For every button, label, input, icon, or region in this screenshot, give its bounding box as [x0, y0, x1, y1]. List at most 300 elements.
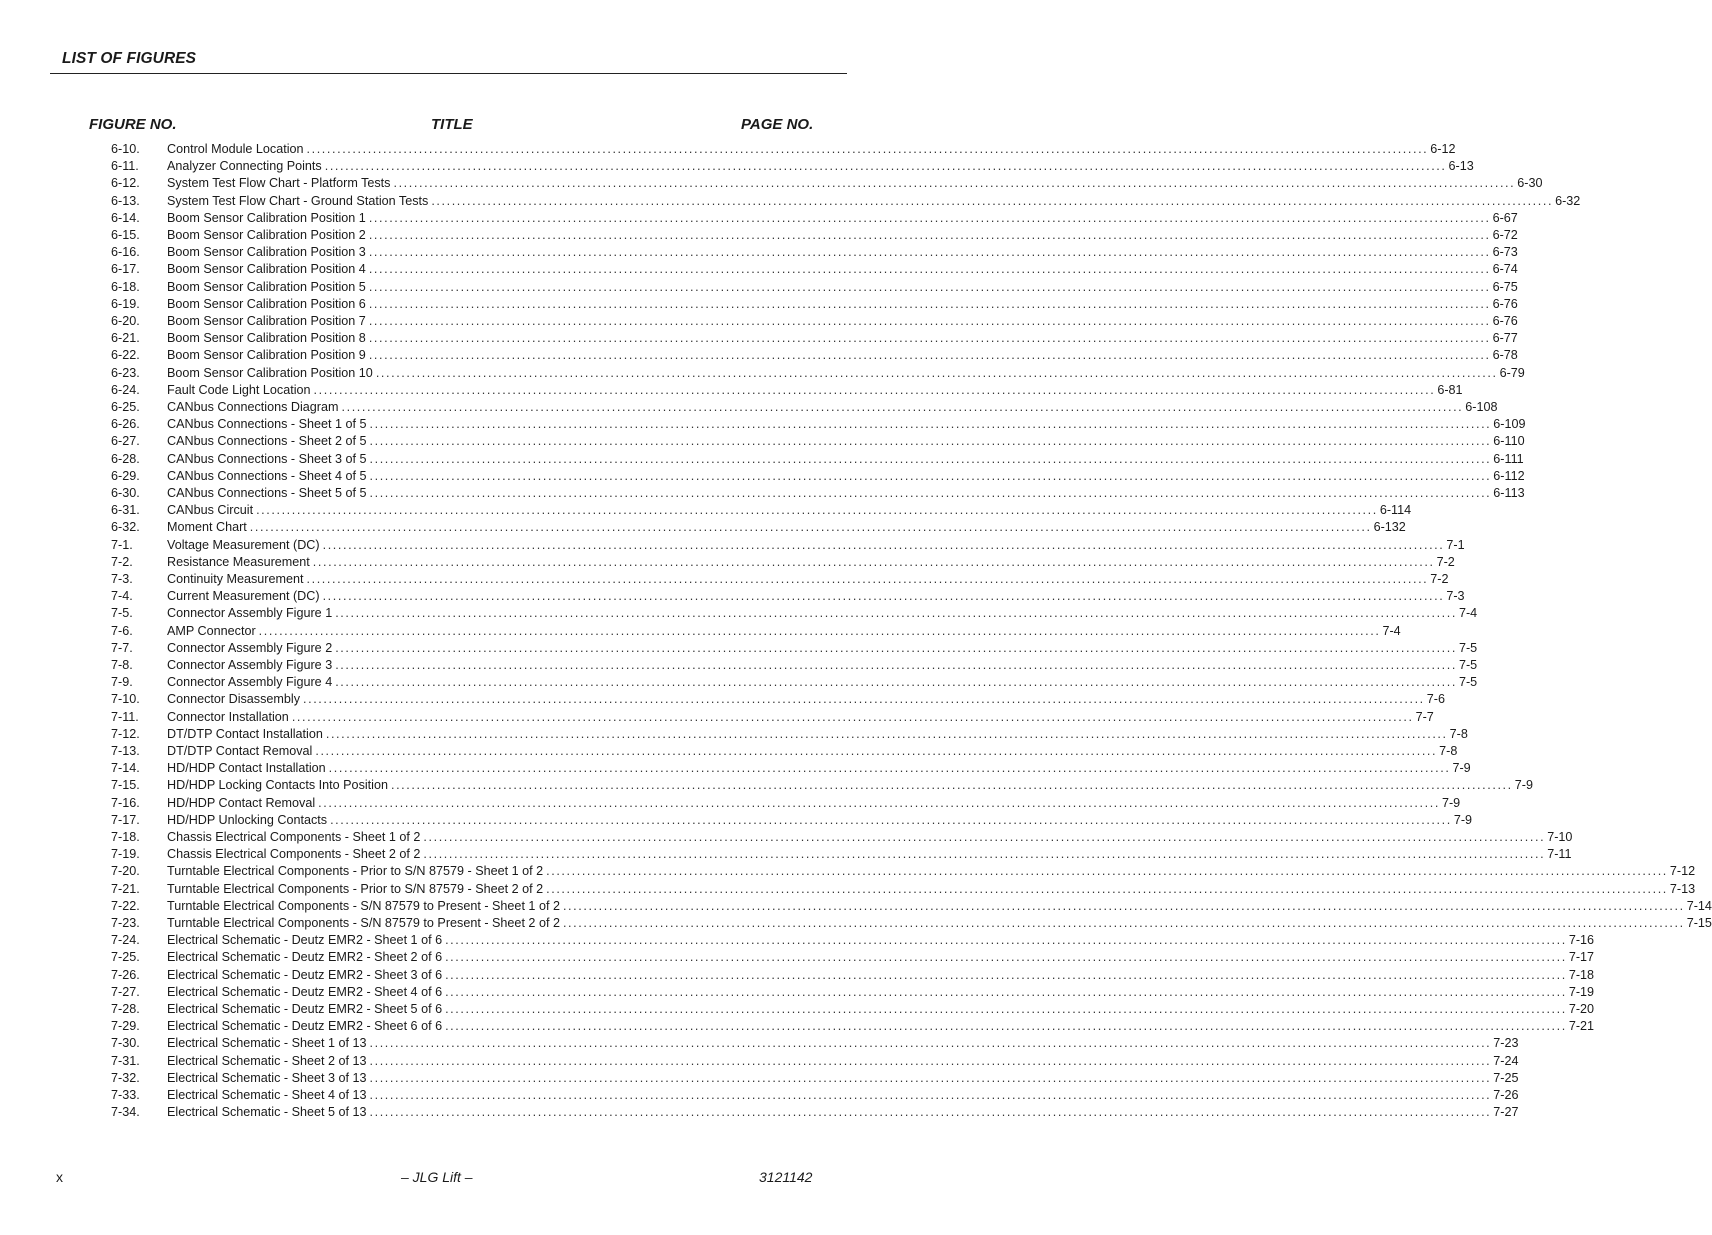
- figure-number: 6-26.: [111, 417, 140, 432]
- list-item[interactable]: [0, 502, 1412, 519]
- figure-entry: [167, 416, 1526, 433]
- dot-leader: ............................................................................................................................................................................................................................: [445, 950, 1567, 965]
- figure-title: CANbus Connections Diagram: [167, 400, 339, 414]
- figure-number: 6-24.: [111, 382, 140, 397]
- figure-page: 6-67: [1492, 210, 1518, 225]
- figure-title: Connector Assembly Figure 4: [167, 675, 333, 690]
- figure-page: 7-6: [1426, 692, 1445, 707]
- list-item[interactable]: [0, 468, 1525, 485]
- figure-number: 7-10.: [111, 692, 140, 707]
- list-item[interactable]: [0, 519, 1406, 536]
- figure-page: 6-111: [1493, 451, 1524, 466]
- dot-leader: ............................................................................................................................................................................................................................: [330, 812, 1452, 827]
- column-header-page-no: PAGE NO.: [741, 116, 814, 133]
- figure-number: 7-21.: [111, 881, 140, 896]
- list-item[interactable]: [0, 210, 1518, 227]
- list-item[interactable]: [0, 812, 1473, 829]
- figure-entry: [167, 691, 1445, 708]
- figure-number: 7-18.: [111, 830, 140, 844]
- dot-leader: ............................................................................................................................................................................................................................: [313, 382, 1436, 397]
- figure-title: Chassis Electrical Components - Sheet 2 of 2: [167, 847, 421, 862]
- list-item[interactable]: [0, 433, 1525, 450]
- list-item[interactable]: [0, 296, 1518, 313]
- footer-doc-number: 3121142: [759, 1169, 813, 1185]
- figure-entry: [167, 485, 1525, 502]
- figure-number: 7-27.: [111, 984, 140, 999]
- figure-number: 7-29.: [111, 1019, 140, 1034]
- figure-entry: [167, 399, 1498, 416]
- figure-entry: [167, 502, 1412, 519]
- figure-title: Electrical Schematic - Deutz EMR2 - Sheet 4 of 6: [167, 984, 443, 999]
- dot-leader: ............................................................................................................................................................................................................................: [369, 1105, 1492, 1120]
- list-item[interactable]: [0, 537, 1465, 554]
- footer-brand: – JLG Lift –: [401, 1169, 473, 1185]
- list-item[interactable]: [0, 1087, 1519, 1104]
- figure-number: 6-32.: [111, 520, 140, 535]
- dot-leader: ............................................................................................................................................................................................................................: [369, 434, 1492, 449]
- dot-leader: ............................................................................................................................................................................................................................: [325, 726, 1448, 741]
- figure-page: 6-13: [1448, 159, 1474, 174]
- figure-title: Chassis Electrical Components - Sheet 1 of 2: [167, 830, 421, 844]
- figure-entry: [167, 330, 1518, 347]
- figure-title: Turntable Electrical Components - Prior to S/N 87579 - Sheet 2 of 2: [167, 881, 544, 896]
- figure-entry: [167, 967, 1595, 984]
- list-item[interactable]: [0, 967, 1595, 984]
- list-item[interactable]: [0, 863, 1696, 880]
- list-item[interactable]: [0, 279, 1518, 296]
- figure-page: 6-76: [1492, 314, 1518, 328]
- figure-title: HD/HDP Locking Contacts Into Position: [167, 778, 388, 793]
- dot-leader: ............................................................................................................................................................................................................................: [335, 606, 1457, 621]
- dot-leader: ............................................................................................................................................................................................................................: [368, 279, 1491, 294]
- figure-number: 6-19.: [111, 296, 140, 311]
- list-item[interactable]: [0, 760, 1471, 777]
- footer-page-number: x: [56, 1169, 63, 1185]
- list-item[interactable]: [0, 1001, 1595, 1018]
- dot-leader: ............................................................................................................................................................................................................................: [318, 795, 1440, 810]
- figure-page: 7-5: [1458, 675, 1478, 690]
- figure-entry: [167, 846, 1572, 863]
- figure-title: Electrical Schematic - Deutz EMR2 - Sheet 5 of 6: [167, 1002, 443, 1016]
- list-item[interactable]: [0, 261, 1518, 278]
- figure-number: 6-13.: [111, 193, 140, 208]
- list-item[interactable]: [0, 554, 1455, 571]
- figure-entry: [167, 623, 1401, 640]
- figure-title: Electrical Schematic - Sheet 3 of 13: [167, 1070, 367, 1085]
- figure-page: 7-26: [1493, 1088, 1519, 1102]
- list-item[interactable]: [0, 623, 1401, 640]
- figure-number: 7-19.: [111, 847, 140, 862]
- figure-title: DT/DTP Contact Installation: [167, 726, 323, 741]
- figure-title: Boom Sensor Calibration Position 2: [167, 228, 366, 242]
- figure-title: Boom Sensor Calibration Position 5: [167, 279, 366, 294]
- dot-leader: ............................................................................................................................................................................................................................: [303, 692, 1425, 707]
- list-item[interactable]: [0, 709, 1434, 726]
- figure-page: 7-9: [1441, 795, 1461, 810]
- figure-entry: [167, 605, 1478, 622]
- figure-entry: [167, 812, 1473, 829]
- dot-leader: ............................................................................................................................................................................................................................: [562, 898, 1685, 913]
- figure-number: 7-6.: [111, 623, 133, 638]
- list-item[interactable]: [0, 1018, 1595, 1035]
- figure-title: CANbus Connections - Sheet 1 of 5: [167, 417, 367, 432]
- figure-title: Fault Code Light Location: [167, 382, 311, 397]
- figure-title: Electrical Schematic - Deutz EMR2 - Sheet 1 of 6: [167, 933, 443, 948]
- figure-number: 7-3.: [111, 572, 133, 586]
- figure-page: 7-5: [1458, 640, 1478, 655]
- list-item[interactable]: [0, 485, 1525, 502]
- dot-leader: ............................................................................................................................................................................................................................: [335, 658, 1457, 672]
- figure-number: 7-31.: [111, 1053, 140, 1068]
- figure-entry: [167, 657, 1478, 674]
- dot-leader: ............................................................................................................................................................................................................................: [368, 262, 1491, 277]
- figure-page: 6-81: [1437, 382, 1463, 397]
- list-item[interactable]: [0, 829, 1573, 846]
- list-item[interactable]: [0, 640, 1478, 657]
- figure-title: CANbus Connections - Sheet 5 of 5: [167, 486, 367, 500]
- dot-leader: ............................................................................................................................................................................................................................: [306, 572, 1429, 586]
- figure-entry: [167, 881, 1696, 898]
- figure-number: 7-23.: [111, 916, 140, 930]
- list-item[interactable]: [0, 571, 1449, 588]
- figure-title: Boom Sensor Calibration Position 6: [167, 296, 366, 311]
- figure-entry: [167, 795, 1461, 812]
- figure-title: Continuity Measurement: [167, 572, 304, 586]
- dot-leader: ............................................................................................................................................................................................................................: [306, 142, 1429, 156]
- header-divider: [50, 73, 847, 74]
- figure-entry: [167, 227, 1518, 244]
- figure-number: 7-4.: [111, 589, 133, 604]
- list-item[interactable]: [0, 1104, 1519, 1121]
- dot-leader: ............................................................................................................................................................................................................................: [258, 623, 1381, 638]
- figure-number: 6-28.: [111, 451, 140, 466]
- figure-entry: [167, 760, 1471, 777]
- figure-number: 7-1.: [111, 537, 133, 552]
- figure-page: 7-2: [1436, 554, 1455, 569]
- figure-title: HD/HDP Contact Removal: [167, 795, 316, 810]
- figure-entry: [167, 984, 1595, 1001]
- list-item[interactable]: [0, 674, 1478, 691]
- list-item[interactable]: [0, 691, 1445, 708]
- figure-number: 7-16.: [111, 795, 140, 810]
- list-item[interactable]: [0, 846, 1572, 863]
- figure-number: 6-30.: [111, 486, 140, 500]
- figure-title: Boom Sensor Calibration Position 7: [167, 314, 366, 328]
- dot-leader: ............................................................................................................................................................................................................................: [369, 417, 1492, 432]
- figure-page: 6-12: [1430, 142, 1456, 156]
- dot-leader: ............................................................................................................................................................................................................................: [562, 916, 1685, 930]
- figure-entry: [167, 1001, 1595, 1018]
- figure-entry: [167, 1070, 1519, 1087]
- list-item[interactable]: [0, 657, 1478, 674]
- figure-entry: [167, 898, 1712, 915]
- figure-entry: [167, 451, 1524, 468]
- figure-entry: [167, 571, 1449, 588]
- figure-number: 7-13.: [111, 744, 140, 758]
- figure-number: 7-26.: [111, 967, 140, 982]
- column-header-title: TITLE: [431, 116, 473, 133]
- figure-page: 7-14: [1686, 898, 1712, 913]
- list-item[interactable]: [0, 984, 1595, 1001]
- figure-number: 6-12.: [111, 176, 140, 191]
- figure-title: System Test Flow Chart - Ground Station Tests: [167, 193, 429, 208]
- dot-leader: ............................................................................................................................................................................................................................: [368, 348, 1491, 363]
- figure-title: Electrical Schematic - Sheet 1 of 13: [167, 1036, 367, 1051]
- dot-leader: ............................................................................................................................................................................................................................: [393, 176, 1516, 191]
- figure-number: 6-20.: [111, 314, 140, 328]
- figure-title: CANbus Circuit: [167, 503, 254, 518]
- dot-leader: ............................................................................................................................................................................................................................: [369, 486, 1492, 500]
- dot-leader: ............................................................................................................................................................................................................................: [369, 451, 1492, 466]
- list-item[interactable]: [0, 1053, 1519, 1070]
- dot-leader: ............................................................................................................................................................................................................................: [445, 933, 1567, 948]
- figure-number: 7-17.: [111, 812, 140, 827]
- figure-entry: [167, 210, 1518, 227]
- list-item[interactable]: [0, 365, 1525, 382]
- dot-leader: ............................................................................................................................................................................................................................: [390, 778, 1513, 793]
- figure-page: 6-109: [1493, 417, 1526, 432]
- figure-entry: [167, 932, 1595, 949]
- figure-page: 7-8: [1449, 726, 1468, 741]
- figure-page: 7-18: [1568, 967, 1595, 982]
- list-item[interactable]: [0, 347, 1518, 364]
- figure-entry: [167, 863, 1696, 880]
- figure-page: 7-5: [1458, 658, 1478, 672]
- figure-title: Electrical Schematic - Deutz EMR2 - Sheet 3 of 6: [167, 967, 443, 982]
- figure-entry: [167, 519, 1406, 536]
- figure-page: 6-74: [1492, 262, 1518, 277]
- figure-number: 6-22.: [111, 348, 140, 363]
- dot-leader: ............................................................................................................................................................................................................................: [369, 1036, 1492, 1051]
- figure-entry: [167, 1104, 1519, 1121]
- dot-leader: ............................................................................................................................................................................................................................: [368, 331, 1491, 346]
- figure-page: 7-9: [1452, 761, 1471, 776]
- figure-entry: [167, 915, 1712, 932]
- dot-leader: ............................................................................................................................................................................................................................: [341, 400, 1464, 414]
- figure-entry: [167, 949, 1595, 966]
- list-item[interactable]: [0, 244, 1518, 261]
- figure-page: 7-2: [1430, 572, 1449, 586]
- list-item[interactable]: [0, 726, 1468, 743]
- dot-leader: ............................................................................................................................................................................................................................: [445, 984, 1567, 999]
- figure-entry: [167, 193, 1581, 210]
- figure-entry: [167, 313, 1518, 330]
- figure-page: 6-132: [1373, 520, 1406, 535]
- figure-title: Voltage Measurement (DC): [167, 537, 320, 552]
- figure-title: Connector Assembly Figure 1: [167, 606, 333, 621]
- figure-page: 6-110: [1493, 434, 1525, 449]
- figure-number: 6-23.: [111, 365, 140, 380]
- dot-leader: ............................................................................................................................................................................................................................: [335, 640, 1457, 655]
- list-item[interactable]: [0, 382, 1463, 399]
- dot-leader: ............................................................................................................................................................................................................................: [369, 1053, 1492, 1068]
- list-item[interactable]: [0, 1035, 1519, 1052]
- dot-leader: ............................................................................................................................................................................................................................: [324, 159, 1447, 174]
- figure-page: 6-79: [1499, 365, 1525, 380]
- dot-leader: ............................................................................................................................................................................................................................: [546, 881, 1668, 896]
- figure-number: 7-5.: [111, 606, 133, 621]
- dot-leader: ............................................................................................................................................................................................................................: [368, 245, 1491, 260]
- figure-entry: [167, 743, 1458, 760]
- dot-leader: ............................................................................................................................................................................................................................: [431, 193, 1554, 208]
- figure-entry: [167, 1018, 1595, 1035]
- figure-number: 6-15.: [111, 228, 140, 242]
- figure-entry: [167, 554, 1455, 571]
- figure-page: 7-17: [1568, 950, 1595, 965]
- figure-page: 7-21: [1568, 1019, 1595, 1034]
- figure-page: 6-75: [1492, 279, 1518, 294]
- figure-title: HD/HDP Contact Installation: [167, 761, 326, 776]
- dot-leader: ............................................................................................................................................................................................................................: [368, 228, 1491, 242]
- list-item[interactable]: [0, 777, 1533, 794]
- figure-page: 7-9: [1453, 812, 1473, 827]
- figure-title: HD/HDP Unlocking Contacts: [167, 812, 328, 827]
- figure-entry: [167, 244, 1518, 261]
- figure-page: 7-19: [1568, 984, 1595, 999]
- figure-entry: [167, 709, 1434, 726]
- figure-page: 6-112: [1493, 468, 1525, 483]
- figure-page: 7-10: [1547, 830, 1573, 844]
- figure-title: Electrical Schematic - Deutz EMR2 - Sheet 2 of 6: [167, 950, 443, 965]
- dot-leader: ............................................................................................................................................................................................................................: [445, 1019, 1567, 1034]
- list-item[interactable]: [0, 949, 1595, 966]
- figure-number: 7-11.: [111, 709, 139, 724]
- figure-number: 7-8.: [111, 658, 133, 672]
- figure-number: 7-7.: [111, 640, 133, 655]
- dot-leader: ............................................................................................................................................................................................................................: [445, 967, 1567, 982]
- figure-number: 7-14.: [111, 761, 140, 776]
- figure-number: 6-14.: [111, 210, 140, 225]
- list-item[interactable]: [0, 588, 1465, 605]
- figure-number: 6-27.: [111, 434, 140, 449]
- figure-title: Electrical Schematic - Sheet 2 of 13: [167, 1053, 367, 1068]
- figure-number: 7-20.: [111, 864, 140, 879]
- figure-title: Electrical Schematic - Sheet 4 of 13: [167, 1088, 367, 1102]
- figure-page: 6-77: [1492, 331, 1518, 346]
- figure-entry: [167, 1087, 1519, 1104]
- figure-page: 7-1: [1446, 537, 1465, 552]
- figure-entry: [167, 365, 1525, 382]
- figure-entry: [167, 1035, 1519, 1052]
- figure-page: 7-4: [1382, 623, 1401, 638]
- figure-title: DT/DTP Contact Removal: [167, 744, 313, 758]
- figure-title: Connector Assembly Figure 3: [167, 658, 333, 672]
- figure-page: 7-4: [1458, 606, 1478, 621]
- figure-title: Boom Sensor Calibration Position 4: [167, 262, 366, 277]
- figure-number: 7-2.: [111, 554, 133, 569]
- figure-entry: [167, 175, 1543, 192]
- figure-entry: [167, 382, 1463, 399]
- figure-entry: [167, 158, 1474, 175]
- figure-entry: [167, 261, 1518, 278]
- dot-leader: ............................................................................................................................................................................................................................: [312, 554, 1435, 569]
- list-item[interactable]: [0, 227, 1518, 244]
- figure-number: 6-17.: [111, 262, 140, 277]
- list-item[interactable]: [0, 193, 1581, 210]
- figure-entry: [167, 777, 1533, 794]
- dot-leader: ............................................................................................................................................................................................................................: [368, 296, 1491, 311]
- figure-entry: [167, 468, 1525, 485]
- figure-page: 7-27: [1493, 1105, 1519, 1120]
- figure-title: Turntable Electrical Components - Prior to S/N 87579 - Sheet 1 of 2: [167, 864, 544, 879]
- list-item[interactable]: [0, 158, 1474, 175]
- figure-entry: [167, 640, 1478, 657]
- figure-title: Turntable Electrical Components - S/N 87579 to Present - Sheet 2 of 2: [167, 916, 560, 930]
- figure-entry: [167, 347, 1518, 364]
- list-item[interactable]: [0, 330, 1518, 347]
- figure-number: 7-30.: [111, 1036, 140, 1051]
- figure-title: Turntable Electrical Components - S/N 87579 to Present - Sheet 1 of 2: [167, 898, 560, 913]
- list-item[interactable]: [0, 605, 1478, 622]
- figure-title: AMP Connector: [167, 623, 256, 638]
- figure-number: 7-9.: [111, 675, 133, 690]
- figure-page: 7-15: [1686, 916, 1712, 930]
- figure-page: 7-7: [1415, 709, 1434, 724]
- dot-leader: ............................................................................................................................................................................................................................: [335, 675, 1457, 690]
- dot-leader: ............................................................................................................................................................................................................................: [369, 468, 1492, 483]
- figure-entry: [167, 829, 1573, 846]
- page-header-title: LIST OF FIGURES: [62, 50, 197, 67]
- list-item[interactable]: [0, 416, 1526, 433]
- dot-leader: ............................................................................................................................................................................................................................: [369, 1088, 1492, 1102]
- figure-title: Electrical Schematic - Deutz EMR2 - Sheet 6 of 6: [167, 1019, 443, 1034]
- list-item[interactable]: [0, 795, 1461, 812]
- dot-leader: ............................................................................................................................................................................................................................: [256, 503, 1378, 518]
- list-item[interactable]: [0, 141, 1456, 158]
- list-item[interactable]: [0, 932, 1595, 949]
- figure-title: Electrical Schematic - Sheet 5 of 13: [167, 1105, 367, 1120]
- dot-leader: ............................................................................................................................................................................................................................: [322, 537, 1445, 552]
- dot-leader: ............................................................................................................................................................................................................................: [368, 210, 1491, 225]
- figure-number: 7-33.: [111, 1088, 140, 1102]
- figure-title: Moment Chart: [167, 520, 247, 535]
- figure-title: Current Measurement (DC): [167, 589, 320, 604]
- dot-leader: ............................................................................................................................................................................................................................: [445, 1002, 1567, 1016]
- figure-number: 7-15.: [111, 778, 140, 793]
- list-item[interactable]: [0, 175, 1543, 192]
- figure-number: 6-31.: [111, 503, 140, 518]
- figure-page: 6-114: [1379, 503, 1412, 518]
- figure-number: 6-10.: [111, 142, 140, 156]
- figure-page: 7-11: [1547, 847, 1572, 862]
- figure-page: 6-32: [1555, 193, 1581, 208]
- figure-page: 7-25: [1493, 1070, 1519, 1085]
- figure-title: Connector Disassembly: [167, 692, 300, 707]
- figure-page: 7-13: [1669, 881, 1696, 896]
- figure-title: Boom Sensor Calibration Position 8: [167, 331, 366, 346]
- figure-title: Boom Sensor Calibration Position 9: [167, 348, 366, 363]
- list-item[interactable]: [0, 1070, 1519, 1087]
- figure-entry: [167, 537, 1465, 554]
- dot-leader: ............................................................................................................................................................................................................................: [315, 744, 1438, 758]
- list-item[interactable]: [0, 915, 1712, 932]
- list-item[interactable]: [0, 399, 1498, 416]
- figure-number: 7-28.: [111, 1002, 140, 1016]
- list-item[interactable]: [0, 881, 1696, 898]
- figure-title: Boom Sensor Calibration Position 10: [167, 365, 373, 380]
- figure-page: 7-8: [1439, 744, 1458, 758]
- figure-entry: [167, 588, 1465, 605]
- list-item[interactable]: [0, 313, 1518, 330]
- figure-title: Boom Sensor Calibration Position 3: [167, 245, 366, 260]
- figure-entry: [167, 1053, 1519, 1070]
- figure-title: Connector Assembly Figure 2: [167, 640, 333, 655]
- list-item[interactable]: [0, 898, 1712, 915]
- list-item[interactable]: [0, 743, 1458, 760]
- list-item[interactable]: [0, 451, 1524, 468]
- figure-entry: [167, 141, 1456, 158]
- dot-leader: ............................................................................................................................................................................................................................: [368, 314, 1491, 328]
